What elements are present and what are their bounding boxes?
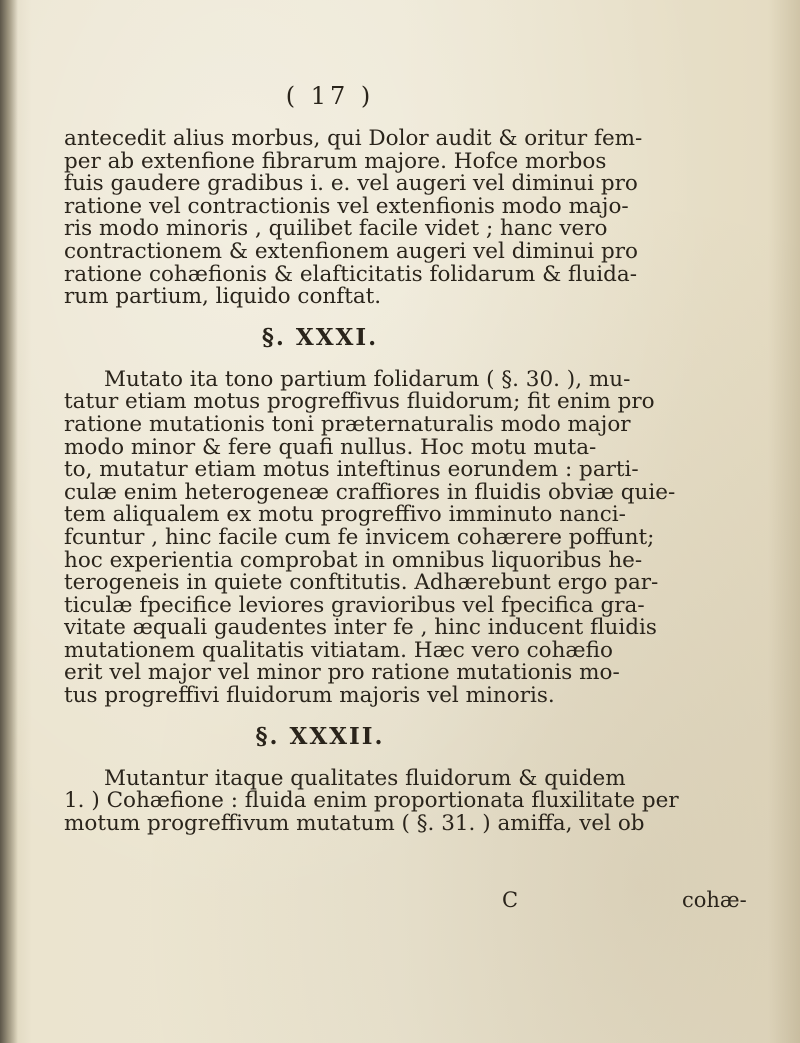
text-line: per ab extenfione fibrarum majore. Hofce morbos: [64, 148, 607, 174]
binding-gutter: [0, 0, 18, 1043]
text-line: ratione cohæfionis & elafticitatis folidarum & fluida-: [64, 261, 637, 287]
text-line: contractionem & extenfionem augeri vel diminui pro: [64, 238, 638, 264]
page-number: ( 17 ): [285, 82, 375, 110]
text-line: ticulæ fpecifice leviores gravioribus vel fpecifica gra-: [64, 592, 645, 618]
paragraph-2: [64, 366, 736, 709]
text-line: culæ enim heterogeneæ craffiores in fluidis obviæ quie-: [64, 479, 676, 505]
text-line: vitate æquali gaudentes inter fe , hinc inducent fluidis: [64, 615, 657, 641]
text-line: modo minor & fere quafi nullus. Hoc motu muta-: [64, 434, 597, 460]
text-line: ratione vel contractionis vel extenfionis modo majo-: [64, 193, 629, 219]
text-line: rum partium, liquido conftat.: [64, 284, 382, 310]
text-line: antecedit alius morbus, qui Dolor audit & oritur fem-: [64, 126, 643, 151]
text-line: fcuntur , hinc facile cum fe invicem cohærere poffunt;: [64, 524, 655, 550]
text-line: erit vel major vel minor pro ratione mutationis mo-: [64, 660, 620, 686]
text-line: tem aliqualem ex motu progreffivo imminuto nanci-: [64, 502, 626, 528]
catchword: cohæ-: [682, 888, 747, 912]
signature-mark: C: [502, 888, 519, 912]
page-footer: [80, 888, 747, 912]
text-line: fuis gaudere gradibus i. e. vel augeri vel diminui pro: [64, 171, 638, 197]
paragraph-1: [64, 128, 736, 309]
text-line: to, mutatur etiam motus inteftinus eorundem : parti-: [64, 457, 639, 483]
text-line: Mutantur itaque qualitates fluidorum & quidem: [104, 765, 626, 791]
text-line: ris modo minoris , quilibet facile videt ; hanc vero: [64, 216, 608, 242]
running-head: [200, 82, 460, 114]
text-line: ratione mutationis toni præternaturalis modo major: [64, 411, 631, 437]
body-text: [64, 128, 736, 835]
text-line: Mutato ita tono partium folidarum ( §. 30. ), mu-: [104, 366, 631, 392]
section-heading-31: §. XXXI.: [261, 323, 379, 351]
text-line: hoc experientia comprobat in omnibus liquoribus he-: [64, 547, 643, 573]
text-line: 1. ) Cohæfione : fluida enim proportionata fluxilitate per: [64, 788, 679, 814]
paragraph-3: [64, 765, 736, 836]
section-heading-32: §. XXXII.: [255, 722, 385, 750]
text-line: tus progreffivi fluidorum majoris vel minoris.: [64, 683, 555, 709]
text-line: tatur etiam motus progreffivus fluidorum; fit enim pro: [64, 389, 655, 415]
text-line: mutationem qualitatis vitiatam. Hæc vero cohæfio: [64, 637, 613, 663]
text-line: terogeneis in quiete conftitutis. Adhærebunt ergo par-: [64, 570, 659, 596]
text-line: motum progreffivum mutatum ( §. 31. ) amiffa, vel ob: [64, 810, 645, 836]
